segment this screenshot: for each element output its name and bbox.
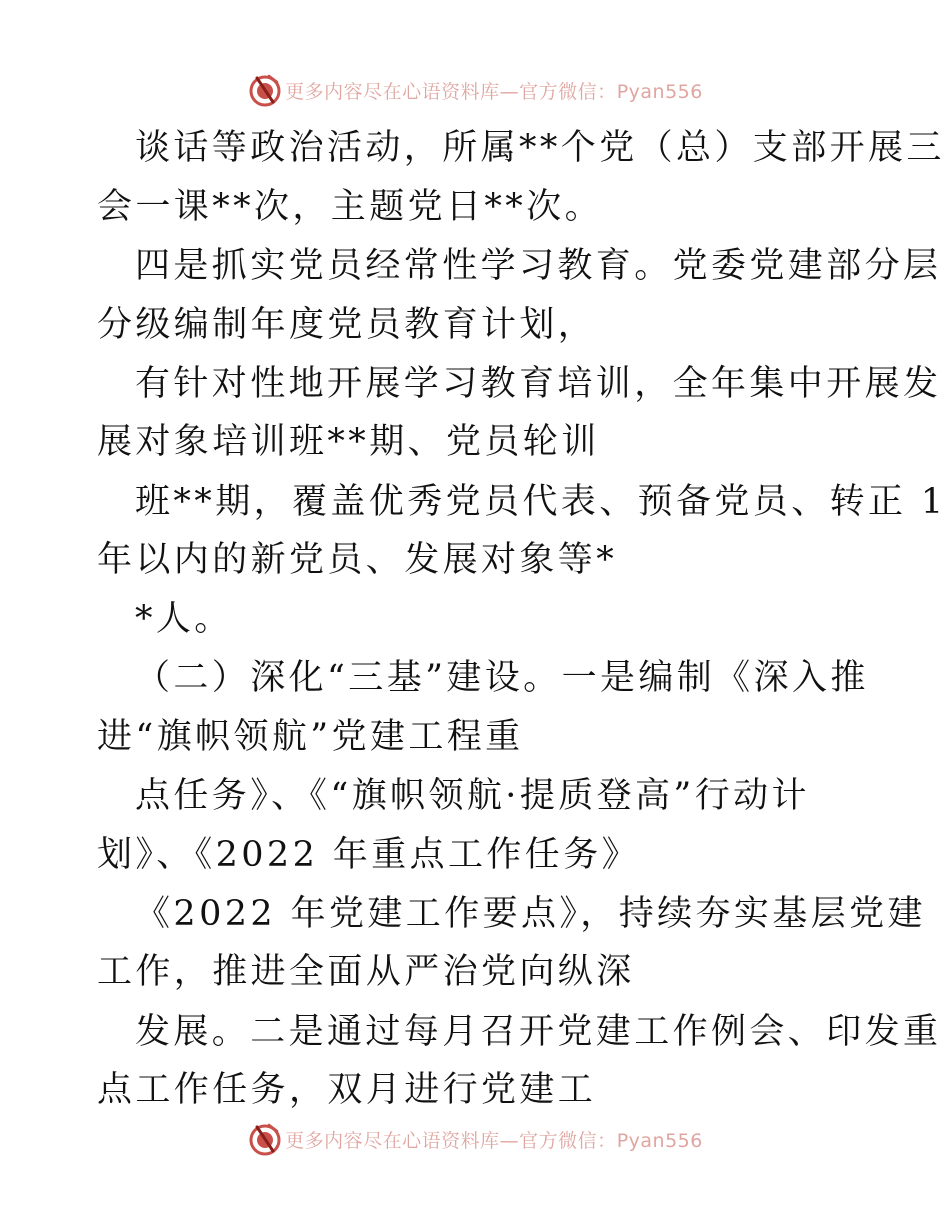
text-line: 进“旗帜领航”党建工程重 [97, 717, 524, 757]
header-watermark [0, 70, 950, 110]
watermark-wechat-label: 官方微信： [519, 1129, 617, 1152]
watermark-wechat-label: 官方微信： [519, 80, 617, 103]
watermark-wechat-id: Pyan556 [616, 80, 703, 103]
text-line: 点工作任务，双月进行党建工 [97, 1070, 597, 1110]
text-line: 发展。二是通过每月召开党建工作例会、印发重 [135, 1012, 942, 1052]
wax-seal-icon [247, 1121, 283, 1157]
text-line: 四是抓实党员经常性学习教育。党委党建部分层 [135, 246, 942, 286]
text-line: 展对象培训班**期、党员轮训 [97, 422, 600, 462]
watermark-text [285, 77, 703, 104]
text-line: 有针对性地开展学习教育培训，全年集中开展发 [135, 364, 942, 404]
text-line: 会一课**次，主题党日**次。 [97, 187, 604, 227]
text-line: *人。 [135, 599, 233, 639]
footer-watermark [0, 1119, 950, 1159]
text-line: 划》、《2022 年重点工作任务》 [97, 835, 640, 875]
watermark-text [285, 1126, 703, 1153]
watermark-separator: — [499, 1129, 520, 1152]
text-line: 《2022 年党建工作要点》，持续夯实基层党建 [135, 894, 926, 934]
text-line: （二）深化“三基”建设。一是编制《深入推 [135, 658, 869, 698]
watermark-site-text: 更多内容尽在心语资料库 [285, 80, 500, 103]
watermark-site-text: 更多内容尽在心语资料库 [285, 1129, 500, 1152]
text-line: 年以内的新党员、发展对象等* [97, 540, 618, 580]
wax-seal-icon [247, 72, 283, 108]
text-line: 分级编制年度党员教育计划， [97, 305, 597, 345]
watermark-separator: — [499, 80, 520, 103]
text-line: 谈话等政治活动，所属**个党（总）支部开展三 [135, 128, 945, 168]
text-line: 工作，推进全面从严治党向纵深 [97, 952, 635, 992]
watermark-wechat-id: Pyan556 [616, 1129, 703, 1152]
text-line: 班**期，覆盖优秀党员代表、预备党员、转正 1 [135, 482, 947, 522]
text-line: 点任务》、《“旗帜领航·提质登高”行动计 [135, 776, 810, 816]
